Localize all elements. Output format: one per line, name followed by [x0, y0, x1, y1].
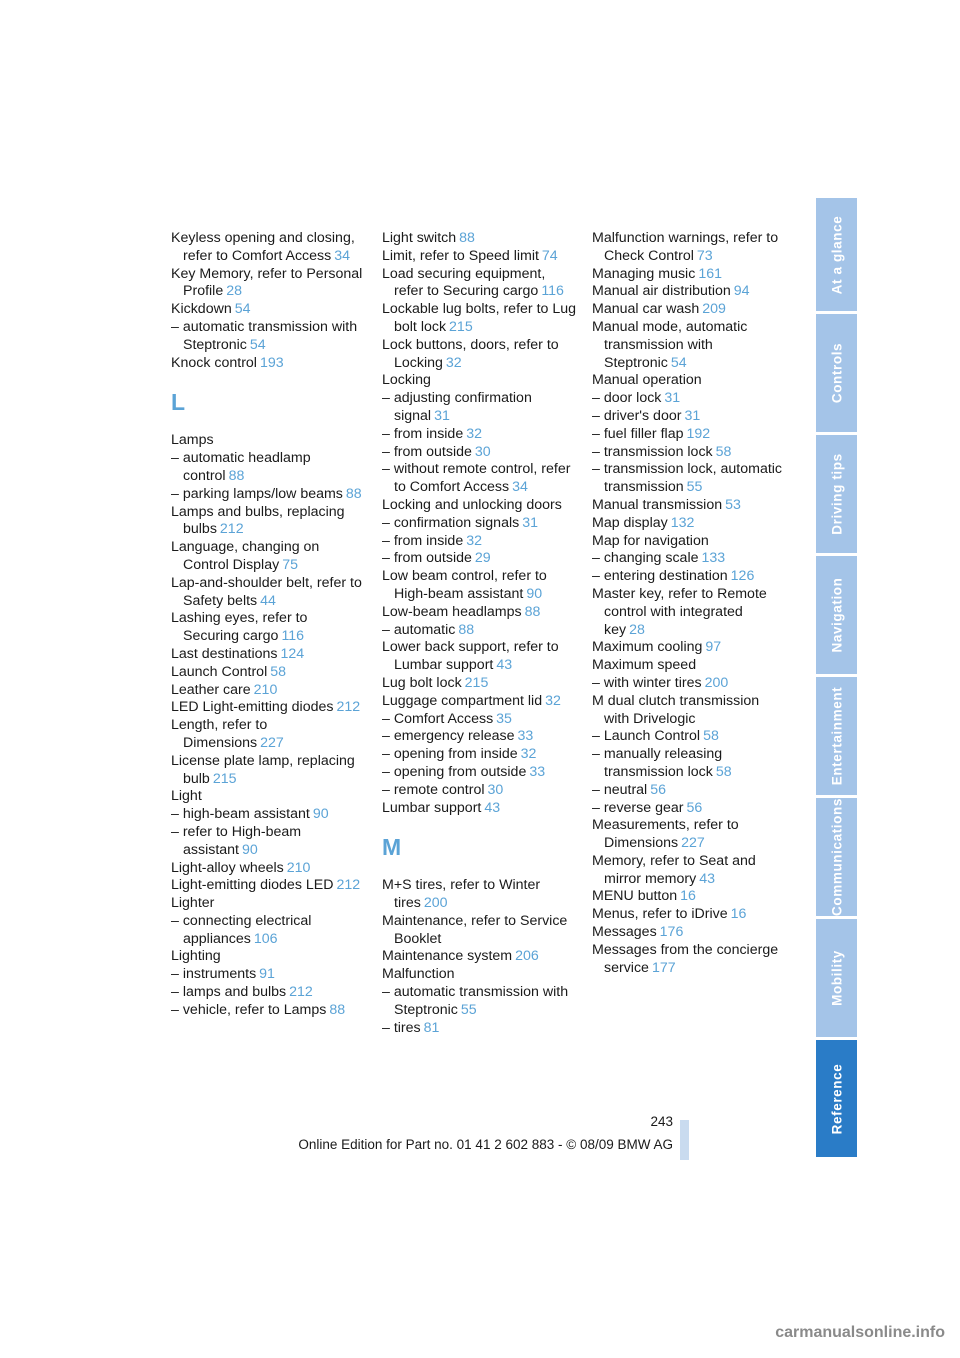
index-entry [382, 230, 577, 248]
page-reference-link[interactable]: 132 [670, 514, 695, 531]
index-entry-text: – lamps and bulbs [171, 984, 287, 1001]
page-reference-link[interactable]: 31 [522, 514, 538, 531]
index-entry-text: Lighter [171, 895, 215, 912]
index-entry-text: Lamps and bulbs, replacing bulbs [171, 503, 345, 538]
tab-mobility[interactable] [816, 919, 857, 1037]
page-reference-link[interactable]: 193 [259, 354, 284, 371]
index-entry [171, 355, 366, 373]
index-entry-text: Map for navigation [592, 532, 709, 549]
index-entry [171, 664, 366, 682]
index-entry [382, 984, 577, 1020]
page-reference-link[interactable]: 126 [730, 568, 755, 585]
index-entry [382, 622, 577, 640]
index-entry [382, 248, 577, 266]
index-entry-text: Map display [592, 514, 668, 531]
index-entry-text: Limit, refer to Speed limit [382, 247, 539, 264]
index-entry-text: Malfunction warnings, refer to Check Control [592, 230, 779, 264]
page-reference-link[interactable]: 88 [228, 467, 245, 484]
index-entry [592, 301, 787, 319]
page-reference-link[interactable]: 55 [460, 1001, 477, 1018]
index-entry-text: Lockable lug bolts, refer to Lug bolt lock [382, 301, 577, 335]
index-entry [382, 764, 577, 782]
index-entry [382, 444, 577, 462]
index-entry-text: – tires [382, 1019, 421, 1036]
index-entry-text: – from outside [382, 550, 472, 567]
page-reference-link[interactable]: 32 [520, 746, 537, 763]
index-entry [592, 550, 787, 568]
index-entry-text: – Comfort Access [382, 710, 494, 727]
index-entry [592, 408, 787, 426]
page-reference-link[interactable]: 30 [487, 781, 504, 798]
page-reference-link[interactable]: 88 [459, 230, 475, 246]
page-reference-link[interactable]: 32 [466, 532, 482, 549]
index-entry-text: Menus, refer to iDrive [592, 906, 728, 923]
page-reference-link[interactable]: 56 [686, 799, 703, 816]
index-entry-text: – from inside [382, 425, 464, 442]
index-entry [382, 948, 577, 966]
index-entry-text: M+S tires, refer to Winter tires [382, 877, 541, 912]
page-reference-link[interactable]: 32 [445, 354, 462, 371]
index-entry [171, 575, 366, 611]
page-reference-link[interactable]: 35 [496, 710, 512, 727]
index-entry-text: Maintenance system [382, 948, 513, 965]
index-entry [171, 877, 366, 895]
index-column-1 [171, 230, 366, 1020]
page-reference-link[interactable]: 55 [686, 479, 703, 496]
index-entry [171, 1002, 366, 1020]
index-entry [171, 717, 366, 753]
index-entry [592, 515, 787, 533]
index-entry [171, 895, 366, 913]
page-reference-link[interactable]: 31 [434, 407, 450, 424]
tab-label: Communications [829, 798, 844, 916]
index-entry-text: Locking [382, 372, 431, 389]
footer-edition-text: Online Edition for Part no. 01 41 2 602 883 - © 08/09 BMW AG [298, 1137, 673, 1152]
index-entry-text: Master key, refer to Remote control with integrated key [592, 585, 767, 638]
index-entry [382, 461, 577, 497]
page-reference-link[interactable]: 43 [699, 870, 715, 887]
page-reference-link[interactable]: 16 [680, 888, 696, 905]
index-entry [382, 877, 577, 913]
index-entry-text: Light-alloy wheels [171, 859, 284, 876]
index-entry [171, 806, 366, 824]
page-reference-link[interactable]: 176 [659, 924, 684, 941]
page-number: 243 [650, 1114, 673, 1129]
index-entry [592, 924, 787, 942]
index-entry-text: – confirmation signals [382, 514, 520, 531]
page-reference-link[interactable]: 210 [253, 681, 278, 698]
tab-label: Entertainment [829, 686, 844, 786]
index-entry-text: – vehicle, refer to Lamps [171, 1001, 327, 1018]
index-entry [171, 266, 366, 302]
index-entry-text: Language, changing on Control Display [171, 539, 320, 573]
page-reference-link[interactable]: 200 [704, 674, 729, 691]
tab-reference[interactable] [816, 1040, 857, 1157]
page-reference-link[interactable]: 91 [259, 966, 275, 983]
tab-controls[interactable] [816, 314, 857, 432]
index-entry-text: Lug bolt lock [382, 674, 462, 691]
index-entry-text: Length, refer to Dimensions [171, 717, 268, 751]
index-entry [171, 432, 366, 450]
tab-label: Reference [829, 1063, 844, 1134]
index-entry-text: Low-beam headlamps [382, 603, 522, 620]
index-entry-text: Manual mode, automatic transmission with Steptronic [592, 318, 748, 371]
page-reference-link[interactable]: 43 [496, 657, 513, 674]
page-reference-link[interactable]: 28 [226, 283, 242, 300]
index-entry [592, 426, 787, 444]
index-entry [592, 888, 787, 906]
page-reference-link[interactable]: 58 [270, 663, 287, 680]
index-entry [592, 390, 787, 408]
tab-label: At a glance [829, 215, 844, 294]
page-reference-link[interactable]: 56 [650, 781, 666, 798]
page-reference-link[interactable]: 106 [253, 930, 278, 947]
page-reference-link[interactable]: 44 [260, 592, 276, 609]
index-entry [382, 782, 577, 800]
index-entry [592, 853, 787, 889]
index-entry [382, 426, 577, 444]
index-entry [592, 568, 787, 586]
index-entry [592, 533, 787, 551]
page-reference-link[interactable]: 54 [249, 336, 266, 353]
index-entry [171, 539, 366, 575]
index-entry-text: Lock buttons, doors, refer to Locking [382, 336, 559, 371]
index-entry-text: Launch Control [171, 663, 268, 680]
page-reference-link[interactable]: 215 [212, 770, 237, 787]
index-entry [382, 1020, 577, 1038]
index-entry [382, 515, 577, 533]
index-entry-text: Lumbar support [382, 799, 482, 816]
index-entry-text: – adjusting confirmation signal [382, 390, 532, 424]
tab-entertainment[interactable] [816, 677, 857, 795]
index-entry-text: – without remote control, refer to Comfort Access [382, 461, 571, 496]
index-entry [171, 948, 366, 966]
index-entry-text: Manual transmission [592, 496, 723, 513]
index-entry [592, 444, 787, 462]
index-entry [592, 942, 787, 978]
index-entry-text: – automatic [382, 621, 456, 638]
index-entry [592, 319, 787, 372]
index-entry [382, 568, 577, 604]
index-entry-text: Manual car wash [592, 301, 700, 318]
page-reference-link[interactable]: 206 [515, 948, 539, 965]
index-entry-text: Keyless opening and closing, refer to Comfort Access [171, 230, 355, 264]
page-reference-link[interactable]: 33 [517, 728, 534, 745]
page-reference-link[interactable]: 30 [474, 443, 491, 460]
tab-at-a-glance[interactable] [816, 198, 857, 311]
page-reference-link[interactable]: 31 [684, 407, 701, 424]
page-reference-link[interactable]: 88 [345, 485, 362, 502]
index-entry-text: – remote control [382, 781, 485, 798]
page-reference-link[interactable]: 215 [449, 318, 473, 335]
index-entry-text: – opening from inside [382, 746, 518, 763]
index-entry [382, 675, 577, 693]
page-reference-link[interactable]: 28 [629, 621, 645, 638]
page-reference-link[interactable]: 227 [260, 734, 284, 751]
index-entry-text: Lap-and-shoulder belt, refer to Safety belts [171, 574, 362, 609]
index-entry [171, 913, 366, 949]
page-reference-link[interactable]: 16 [730, 906, 747, 923]
index-entry-text: Measurements, refer to Dimensions [592, 817, 739, 852]
index-entry-text: – automatic transmission with Steptronic [171, 318, 358, 353]
page-reference-link[interactable]: 90 [526, 585, 543, 602]
index-entry [171, 610, 366, 646]
page-reference-link[interactable]: 212 [336, 699, 361, 716]
index-entry-text: – instruments [171, 966, 257, 983]
page-reference-link[interactable]: 124 [280, 645, 305, 662]
index-entry [171, 824, 366, 860]
index-entry [382, 604, 577, 622]
index-entry [382, 266, 577, 302]
index-entry [171, 753, 366, 789]
page-reference-link[interactable]: 97 [705, 639, 722, 656]
page-reference-link[interactable]: 212 [219, 521, 244, 538]
section-letter: M [382, 834, 402, 861]
page-reference-link[interactable]: 212 [289, 984, 313, 1001]
index-entry [592, 906, 787, 924]
page-reference-link[interactable]: 73 [696, 247, 713, 264]
index-entry [592, 497, 787, 515]
page-reference-link[interactable]: 58 [715, 763, 732, 780]
index-entry-text: Load securing equipment, refer to Securing cargo [382, 265, 546, 300]
index-entry [382, 800, 577, 818]
index-column-2 [382, 230, 577, 1037]
index-entry-text: Manual air distribution [592, 283, 731, 300]
index-entry-text: Lower back support, refer to Lumbar support [382, 639, 559, 674]
index-entry [592, 782, 787, 800]
index-entry-text: – Launch Control [592, 728, 701, 745]
index-entry-text: – manually releasing transmission lock [592, 746, 723, 780]
page-reference-link[interactable]: 29 [474, 550, 491, 567]
index-entry-text: Light [171, 788, 202, 805]
page-reference-link[interactable]: 53 [725, 496, 741, 513]
tab-label: Controls [829, 342, 844, 404]
page-reference-link[interactable]: 227 [681, 835, 705, 852]
index-entry [592, 586, 787, 639]
index-entry [592, 283, 787, 301]
index-entry-text: Leather care [171, 681, 251, 698]
watermark-link[interactable]: carmanualsonline.info [775, 1324, 945, 1341]
page-reference-link[interactable]: 177 [651, 959, 676, 976]
index-entry [171, 319, 366, 355]
page-reference-link[interactable]: 90 [312, 806, 329, 823]
index-entry-text: – connecting electrical appliances [171, 912, 312, 947]
index-entry [592, 461, 787, 497]
index-entry [382, 337, 577, 373]
index-entry-text: Maximum speed [592, 657, 697, 674]
footer-bar [680, 1120, 689, 1160]
index-entry [171, 301, 366, 319]
index-entry-text: Luggage compartment lid [382, 692, 543, 709]
page-reference-link[interactable]: 88 [458, 621, 475, 638]
index-entry-text: – transmission lock [592, 443, 713, 460]
index-entry [171, 699, 366, 717]
index-entry [171, 966, 366, 984]
page-reference-link[interactable]: 33 [529, 763, 546, 780]
page-reference-link[interactable]: 90 [242, 841, 258, 858]
index-entry-text: – high-beam assistant [171, 806, 310, 823]
index-entry-text: MENU button [592, 888, 678, 905]
index-entry-text: – with winter tires [592, 674, 702, 691]
index-entry-text: Lamps [171, 432, 214, 449]
index-entry [382, 372, 577, 390]
index-entry [382, 301, 577, 337]
index-entry [382, 728, 577, 746]
page-reference-link[interactable]: 94 [733, 283, 750, 300]
page-reference-link[interactable]: 43 [484, 799, 501, 816]
tab-label: Mobility [829, 950, 844, 1006]
page-reference-link[interactable]: 116 [541, 283, 564, 300]
index-entry-text: Knock control [171, 354, 257, 371]
tab-driving-tips[interactable] [816, 435, 857, 553]
index-entry-text: – door lock [592, 390, 662, 407]
index-entry [171, 486, 366, 504]
index-entry-text: – from outside [382, 443, 472, 460]
page-reference-link[interactable]: 210 [286, 859, 311, 876]
page-reference-link[interactable]: 81 [423, 1019, 440, 1036]
index-entry [592, 817, 787, 853]
index-entry [171, 230, 366, 266]
index-entry-text: Memory, refer to Seat and mirror memory [592, 852, 756, 887]
index-entry-text: M dual clutch transmission with Drivelogic [592, 692, 760, 727]
index-entry [592, 746, 787, 782]
index-entry-text: – neutral [592, 781, 648, 798]
index-entry [592, 675, 787, 693]
index-entry-text: – changing scale [592, 550, 699, 567]
section-tabs [816, 198, 857, 1160]
tab-communications[interactable] [816, 798, 857, 916]
index-entry-text: Low beam control, refer to High-beam assistant [382, 568, 547, 602]
page-reference-link[interactable]: 31 [664, 390, 681, 407]
tab-label: Navigation [829, 577, 844, 653]
index-entry-text: – transmission lock, automatic transmission [592, 461, 783, 496]
page-reference-link[interactable]: 58 [703, 728, 719, 745]
page-reference-link[interactable]: 192 [686, 425, 711, 442]
page-reference-link[interactable]: 161 [698, 265, 722, 282]
index-entry-text: Managing music [592, 265, 696, 282]
index-entry-text: – automatic transmission with Steptronic [382, 984, 569, 1018]
index-entry-text: Key Memory, refer to Personal Profile [171, 265, 363, 300]
page-reference-link[interactable]: 200 [423, 895, 448, 912]
page-reference-link[interactable]: 215 [464, 674, 489, 691]
index-entry-text: Manual operation [592, 372, 702, 389]
index-entry-text: Lighting [171, 948, 221, 965]
page-reference-link[interactable]: 116 [281, 628, 305, 645]
index-column-3 [592, 230, 787, 977]
page-reference-link[interactable]: 58 [715, 443, 732, 460]
index-entry [382, 966, 577, 984]
page-reference-link[interactable]: 75 [282, 556, 298, 573]
index-entry [171, 860, 366, 878]
index-entry-text: License plate lamp, replacing bulb [171, 752, 355, 787]
index-entry [171, 682, 366, 700]
index-entry [171, 504, 366, 540]
index-entry-text: – from inside [382, 532, 464, 549]
index-entry [592, 266, 787, 284]
index-entry-text: – automatic headlamp control [171, 450, 311, 484]
index-entry [382, 711, 577, 729]
index-entry [592, 657, 787, 675]
index-entry-text: Kickdown [171, 301, 232, 318]
index-entry [171, 788, 366, 806]
tab-navigation[interactable] [816, 556, 857, 674]
index-entry-text: – parking lamps/low beams [171, 485, 343, 502]
page-reference-link[interactable]: 54 [234, 301, 251, 318]
tab-label: Driving tips [829, 453, 844, 535]
index-entry [592, 693, 787, 729]
index-entry [382, 913, 577, 949]
page-reference-link[interactable]: 74 [541, 247, 558, 264]
page-reference-link[interactable]: 54 [670, 354, 687, 371]
index-entry [592, 230, 787, 266]
index-entry [382, 693, 577, 711]
index-entry [592, 800, 787, 818]
index-entry-text: – reverse gear [592, 799, 684, 816]
page-reference-link[interactable]: 88 [329, 1001, 346, 1018]
page-reference-link[interactable]: 32 [466, 425, 482, 442]
index-entry-text: – fuel filler flap [592, 425, 684, 442]
index-entry-text: Light-emitting diodes LED [171, 877, 334, 894]
index-entry [592, 372, 787, 390]
index-entry [382, 746, 577, 764]
index-entry-text: Last destinations [171, 645, 278, 662]
index-entry [382, 533, 577, 551]
index-entry-text: – refer to High-beam assistant [171, 823, 302, 858]
page-reference-link[interactable]: 88 [524, 603, 541, 620]
index-entry [592, 728, 787, 746]
index-entry-text: LED Light-emitting diodes [171, 699, 334, 716]
index-entry-text: Locking and unlocking doors [382, 496, 562, 513]
page-reference-link[interactable]: 32 [545, 692, 561, 709]
page-reference-link[interactable]: 133 [701, 550, 726, 567]
index-entry-text: Malfunction [382, 966, 455, 983]
index-entry-text: – driver's door [592, 407, 682, 424]
index-entry [171, 646, 366, 664]
page-reference-link[interactable]: 209 [702, 301, 726, 318]
index-entry-text: Maintenance, refer to Service Booklet [382, 912, 568, 947]
index-entry-text: Lashing eyes, refer to Securing cargo [171, 610, 308, 645]
index-entry [171, 450, 366, 486]
index-entry [171, 984, 366, 1002]
section-letter: L [171, 389, 186, 416]
index-entry [382, 497, 577, 515]
index-entry-text: Messages [592, 924, 657, 941]
index-entry-text: Messages from the concierge service [592, 941, 779, 976]
index-entry [382, 639, 577, 675]
page-reference-link[interactable]: 34 [334, 247, 351, 264]
index-entry [382, 550, 577, 568]
index-entry-text: – emergency release [382, 728, 515, 745]
index-entry-text: – opening from outside [382, 763, 527, 780]
page-reference-link[interactable]: 34 [512, 479, 528, 496]
index-entry-text: – entering destination [592, 568, 728, 585]
page-reference-link[interactable]: 212 [336, 877, 361, 894]
index-entry [382, 390, 577, 426]
index-entry-text: Light switch [382, 230, 457, 246]
index-entry-text: Maximum cooling [592, 639, 703, 656]
index-entry [592, 639, 787, 657]
